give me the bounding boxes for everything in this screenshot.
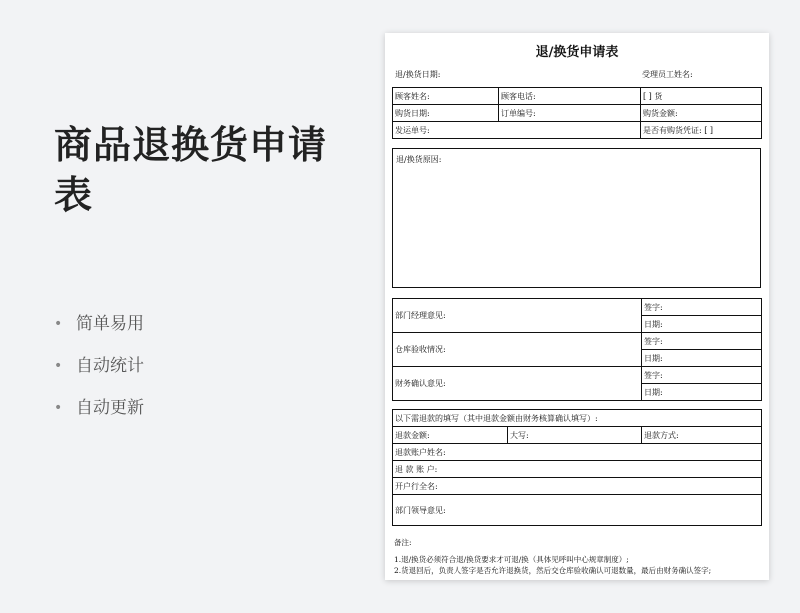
date-label: 退/换货日期:	[395, 70, 441, 79]
staff-label: 受理员工姓名:	[642, 70, 693, 79]
feature-label: 简单易用	[76, 314, 144, 334]
form-preview	[385, 33, 769, 580]
customer-info-table	[392, 87, 762, 139]
feature-label: 自动统计	[76, 356, 144, 376]
refund-amount-cell: 退款金额:	[393, 427, 508, 444]
customer-name-cell: 顾客姓名:	[393, 88, 499, 105]
feature-label: 自动更新	[76, 398, 144, 418]
bullet-icon: •	[54, 316, 63, 332]
refund-header-cell: 以下需退款的填写（其中退款金额由财务核算确认填写）:	[393, 410, 762, 427]
exchange-box-cell: [ ] 货	[641, 88, 762, 105]
purchase-amount-cell: 购货金额:	[641, 105, 762, 122]
warehouse-cell: 仓库验收情况:	[393, 333, 642, 367]
leader-cell: 部门领导意见:	[393, 495, 762, 526]
reason-box	[392, 148, 761, 288]
capital-cell: 大写:	[508, 427, 642, 444]
sign-cell: 签字:	[642, 299, 762, 316]
receipt-cell: 是否有购货凭证: [ ]	[641, 122, 762, 139]
date-cell: 日期:	[642, 316, 762, 333]
bank-cell: 开户行全名:	[393, 478, 762, 495]
promo-title: 商品退换货申请表	[54, 123, 328, 217]
date-cell: 日期:	[642, 384, 762, 401]
bullet-icon: •	[54, 358, 63, 374]
account-cell: 退 款 账 户:	[393, 461, 762, 478]
refund-table	[392, 409, 762, 526]
purchase-date-cell: 购货日期:	[393, 105, 499, 122]
customer-phone-cell: 顾客电话:	[499, 88, 641, 105]
account-name-cell: 退款账户姓名:	[393, 444, 762, 461]
reason-label: 退/换货原因:	[396, 155, 442, 164]
finance-cell: 财务确认意见:	[393, 367, 642, 401]
sign-cell: 签字:	[642, 367, 762, 384]
feature-item	[54, 354, 144, 396]
order-no-cell: 订单编号:	[499, 105, 641, 122]
feature-item	[54, 312, 144, 354]
shipping-no-cell: 发运单号:	[393, 122, 641, 139]
manager-cell: 部门经理意见:	[393, 299, 642, 333]
bullet-icon: •	[54, 400, 63, 416]
form-title: 退/换货申请表	[535, 45, 619, 60]
feature-item	[54, 396, 144, 438]
note-line: 1.退/换货必须符合退/换货要求才可退/换（具体见呼叫中心规章制度）;	[394, 555, 629, 564]
approval-table	[392, 298, 762, 401]
notes-label: 备注:	[394, 538, 412, 547]
feature-list	[54, 312, 144, 438]
sign-cell: 签字:	[642, 333, 762, 350]
date-cell: 日期:	[642, 350, 762, 367]
note-line: 2.货退回后，负责人签字是否允许退换货，然后交仓库验收确认可退数量，最后由财务确认签字;	[394, 566, 712, 575]
refund-method-cell: 退款方式:	[642, 427, 762, 444]
